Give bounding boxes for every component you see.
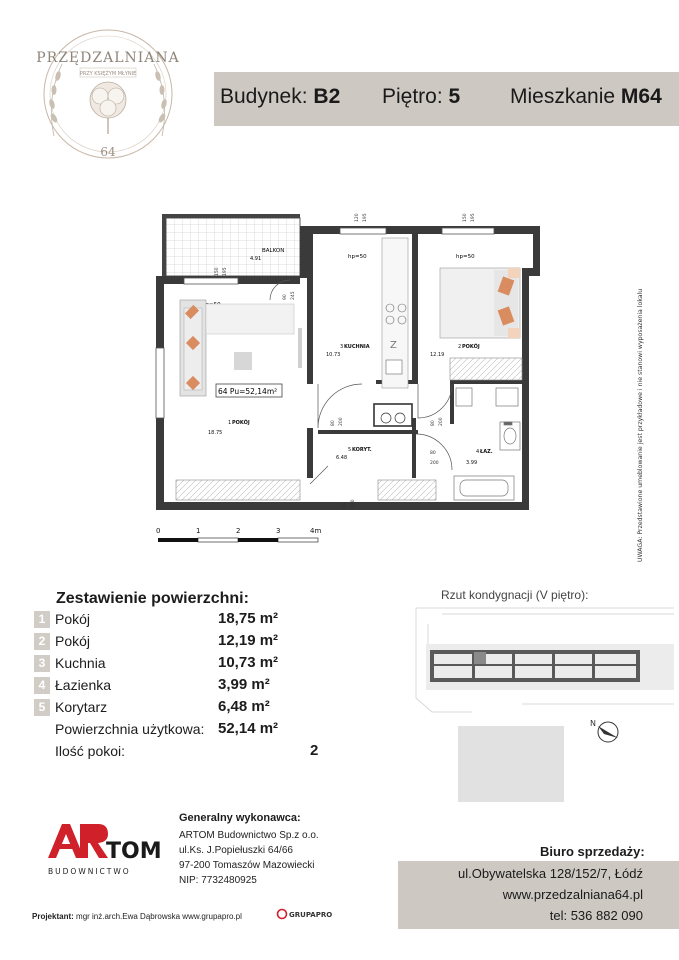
logo-tagline: PRZY KSIĘŻYM MŁYNIE bbox=[79, 71, 137, 77]
coffee-table bbox=[234, 352, 252, 370]
bath-label: ŁAZ. bbox=[480, 449, 493, 455]
svg-text:UWAGA: Przedstawione umeblowan: UWAGA: Przedstawione umeblowanie jest przykładowe i nie stanowi wyposażenia lokalu bbox=[637, 288, 644, 562]
hp-label-kitchen: hp=50 bbox=[348, 254, 367, 260]
corridor-label: KORYT. bbox=[352, 447, 372, 453]
artom-logo bbox=[44, 818, 162, 880]
area-row-num: 3 bbox=[34, 655, 50, 672]
sink-icon bbox=[386, 360, 402, 374]
dim-w3a: 150 bbox=[215, 267, 220, 276]
building-label: Budynek: bbox=[220, 85, 308, 108]
dim-d1a: 80 bbox=[331, 420, 336, 426]
room1-label: POKÓJ bbox=[232, 420, 250, 426]
site-plan bbox=[412, 604, 674, 806]
area-row-value: 12,19 m² bbox=[218, 632, 279, 649]
scale-2: 2 bbox=[236, 527, 241, 535]
cotton-flower-icon bbox=[90, 82, 126, 134]
contractor-line: ARTOM Budownictwo Sp.z o.o. bbox=[179, 830, 319, 841]
dim-d4a: 90 bbox=[343, 502, 348, 508]
dim-w1a: 120 bbox=[355, 213, 360, 222]
area-row-num: 2 bbox=[34, 633, 50, 650]
floor-plan bbox=[150, 208, 550, 548]
dim-d2b: 200 bbox=[439, 417, 444, 426]
kitchen-num: 3 bbox=[340, 344, 344, 350]
designer-text: mgr inż.arch.Ewa Dąbrowska www.grupapro.pl bbox=[76, 912, 242, 921]
balcony-area: 4.91 bbox=[250, 256, 262, 262]
rooms-count-value: 2 bbox=[310, 742, 319, 759]
dim-w4a: 90 bbox=[283, 294, 288, 300]
sales-office-band bbox=[398, 861, 679, 929]
dim-w2b: 195 bbox=[471, 213, 476, 222]
artom-ar-mark bbox=[48, 824, 108, 858]
dim-w3b: 195 bbox=[223, 267, 228, 276]
bath-area: 3.99 bbox=[466, 460, 478, 466]
floor-label: Piętro: bbox=[382, 85, 443, 108]
designer-credit bbox=[32, 912, 242, 921]
area-row-value: 6,48 m² bbox=[218, 698, 270, 715]
sales-phone[interactable]: tel: 536 882 090 bbox=[549, 908, 643, 923]
room2-num: 2 bbox=[458, 344, 462, 350]
dim-d2a: 80 bbox=[431, 420, 436, 426]
hp-label-room2: hp=50 bbox=[456, 254, 475, 260]
artom-logo-text: TOM bbox=[106, 839, 162, 864]
scale-1: 1 bbox=[196, 527, 201, 535]
rooms-count-row bbox=[34, 742, 344, 762]
scale-4: 4m bbox=[310, 527, 322, 535]
room2-area: 12.19 bbox=[430, 352, 445, 358]
area-row bbox=[34, 676, 344, 696]
area-row-label: Łazienka bbox=[55, 677, 112, 693]
header-band bbox=[214, 72, 679, 126]
area-row-value: 3,99 m² bbox=[218, 676, 270, 693]
svg-text:N: N bbox=[590, 719, 596, 728]
area-total-row bbox=[34, 720, 344, 740]
area-row-num: 4 bbox=[34, 677, 50, 694]
area-total-value: 52,14 m² bbox=[218, 720, 279, 737]
dim-d3b: 200 bbox=[430, 461, 439, 466]
artom-logo-sub: BUDOWNICTWO bbox=[48, 867, 131, 876]
apartment-value: M64 bbox=[620, 85, 662, 108]
floor-info bbox=[382, 85, 460, 109]
areas-title: Zestawienie powierzchni: bbox=[56, 590, 249, 607]
room1-area: 18.75 bbox=[208, 430, 223, 436]
dim-d4b: 200 bbox=[351, 499, 356, 508]
scale-3: 3 bbox=[276, 527, 281, 535]
sales-office-title: Biuro sprzedaży: bbox=[540, 844, 645, 859]
dim-d3a: 80 bbox=[430, 451, 436, 456]
sales-address: ul.Obywatelska 128/152/7, Łódź bbox=[457, 866, 643, 881]
furniture-note bbox=[624, 232, 654, 562]
room2-label: POKÓJ bbox=[462, 344, 480, 350]
apartment-area-label: 64 Pu=52,14m² bbox=[218, 387, 278, 396]
area-row-label: Kuchnia bbox=[55, 655, 106, 671]
apartment-label: Mieszkanie bbox=[510, 85, 616, 108]
area-row-value: 10,73 m² bbox=[218, 654, 279, 671]
dim-w2a: 150 bbox=[463, 213, 468, 222]
balcony bbox=[166, 218, 300, 276]
area-row bbox=[34, 654, 344, 674]
north-arrow-icon bbox=[590, 719, 618, 742]
scale-0: 0 bbox=[156, 527, 161, 535]
contractor-line: NIP: 7732480925 bbox=[179, 875, 257, 886]
area-row-label: Pokój bbox=[55, 633, 91, 649]
svg-text:GRUPAPRO: GRUPAPRO bbox=[289, 911, 333, 919]
kitchen-label: KUCHNIA bbox=[344, 344, 370, 350]
area-row bbox=[34, 632, 344, 652]
room1-num: 1 bbox=[228, 420, 232, 426]
kitchen-area: 10.73 bbox=[326, 352, 341, 358]
contractor-line: 97-200 Tomaszów Mazowiecki bbox=[179, 860, 315, 871]
corridor-area: 6.48 bbox=[336, 455, 348, 461]
contractor-title: Generalny wykonawca: bbox=[179, 812, 301, 824]
area-row bbox=[34, 698, 344, 718]
grupapro-logo bbox=[276, 903, 336, 925]
area-row bbox=[34, 610, 344, 630]
sales-website-link[interactable]: www.przedzalniana64.pl bbox=[502, 887, 643, 902]
building-info bbox=[220, 85, 340, 109]
bed bbox=[440, 268, 520, 338]
area-row-num: 1 bbox=[34, 611, 50, 628]
area-row-label: Pokój bbox=[55, 611, 91, 627]
przedzalniana-logo bbox=[28, 18, 188, 176]
dim-w4b: 245 bbox=[291, 291, 296, 300]
area-total-label: Powierzchnia użytkowa: bbox=[55, 721, 205, 737]
rooms-count-label: Ilość pokoi: bbox=[55, 743, 126, 759]
building-value: B2 bbox=[313, 85, 341, 108]
floor-overview-title: Rzut kondygnacji (V piętro): bbox=[441, 588, 589, 602]
fridge-z-label: Z bbox=[390, 340, 397, 351]
highlighted-apartment bbox=[474, 652, 486, 664]
balcony-label: BALKON bbox=[262, 248, 285, 254]
floor-value: 5 bbox=[448, 85, 461, 108]
area-row-value: 18,75 m² bbox=[218, 610, 279, 627]
bath-num: 4 bbox=[476, 449, 480, 455]
contractor-line: ul.Ks. J.Popiełuszki 64/66 bbox=[179, 845, 293, 856]
area-row-label: Korytarz bbox=[55, 699, 108, 715]
logo-number: 64 bbox=[100, 145, 116, 159]
area-row-num: 5 bbox=[34, 699, 50, 716]
corridor-num: 5 bbox=[348, 447, 352, 453]
bathroom-fixtures bbox=[454, 388, 520, 500]
dim-w1b: 195 bbox=[363, 213, 368, 222]
designer-label: Projektant: bbox=[32, 912, 74, 921]
dim-d1b: 200 bbox=[339, 417, 344, 426]
apartment-info bbox=[510, 85, 662, 109]
scale-bar bbox=[156, 527, 321, 542]
logo-name: PRZĘDZALNIANA bbox=[36, 50, 180, 66]
sofa bbox=[180, 300, 294, 396]
